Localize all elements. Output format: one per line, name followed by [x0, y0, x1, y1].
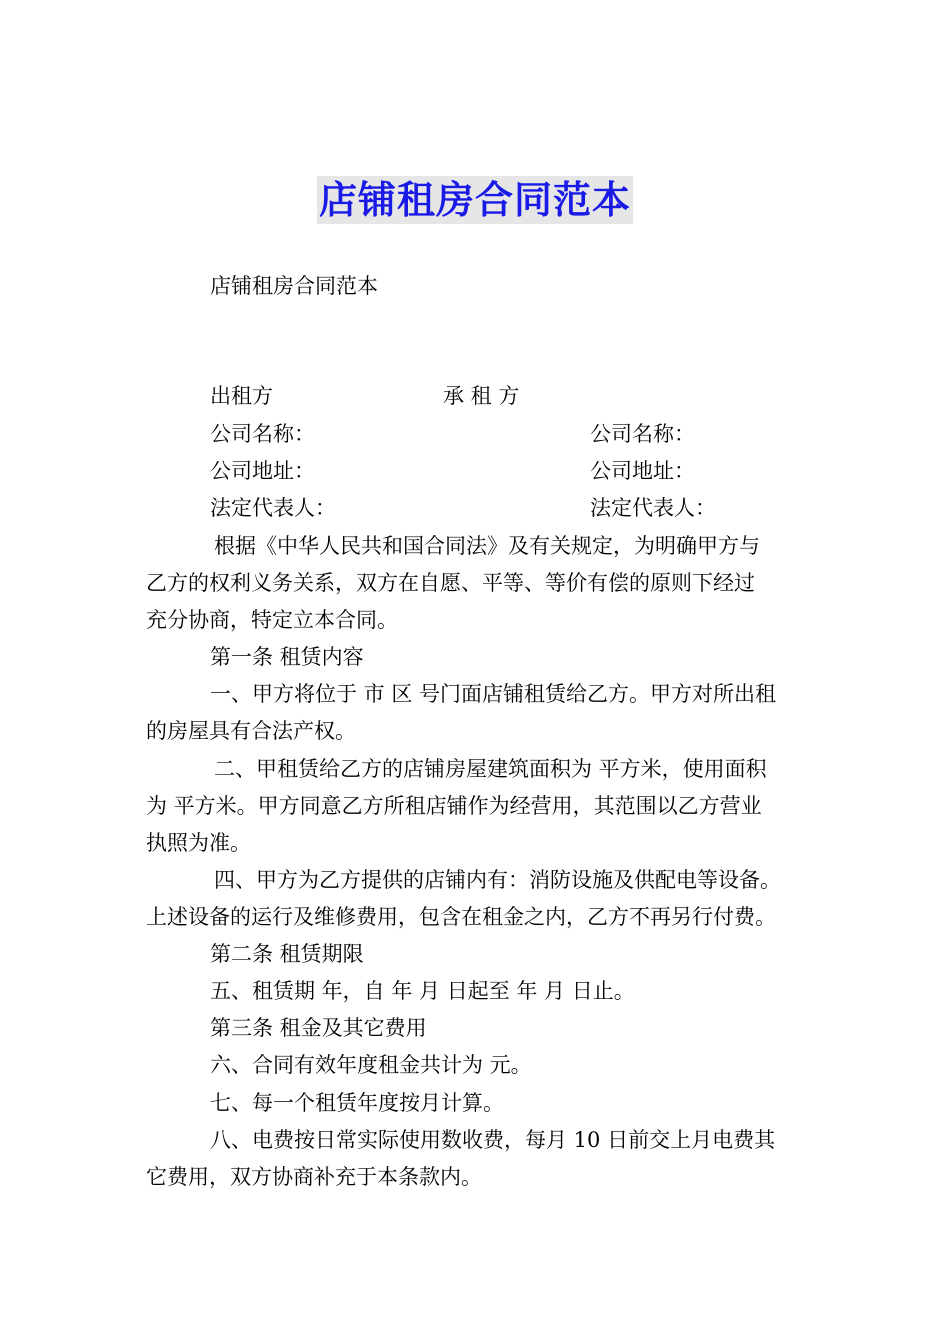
- article1-heading: 第一条 租赁内容: [210, 645, 364, 669]
- clause-line: 七、每一个租赁年度按月计算。: [210, 1091, 504, 1115]
- clause-line: 一、甲方将位于 市 区 号门面店铺租赁给乙方。甲方对所出租: [210, 682, 777, 706]
- article2-heading: 第二条 租赁期限: [210, 942, 364, 966]
- clause-line: 它费用，双方协商补充于本条款内。: [146, 1165, 482, 1189]
- preamble-line: 根据《中华人民共和国合同法》及有关规定，为明确甲方与: [214, 534, 760, 558]
- article3-heading: 第三条 租金及其它费用: [210, 1016, 427, 1040]
- clause-line: 为 平方米。甲方同意乙方所租店铺作为经营用，其范围以乙方营业: [146, 794, 762, 818]
- clause-line: 上述设备的运行及维修费用，包含在租金之内，乙方不再另行付费。: [146, 905, 776, 929]
- clause-line: 的房屋具有合法产权。: [146, 719, 356, 743]
- clause-line: 六、合同有效年度租金共计为 元。: [210, 1053, 532, 1077]
- preamble-line: 乙方的权利义务关系，双方在自愿、平等、等价有偿的原则下经过: [146, 571, 755, 595]
- lessee-legal-rep-label: 法定代表人：: [590, 496, 716, 520]
- lessee-company-address-label: 公司地址：: [590, 459, 695, 483]
- document-subtitle: 店铺租房合同范本: [210, 274, 378, 298]
- clause-line: 执照为准。: [146, 831, 251, 855]
- preamble-line: 充分协商，特定立本合同。: [146, 608, 398, 632]
- document-title: 店铺租房合同范本: [318, 178, 631, 222]
- lessor-company-name-label: 公司名称：: [210, 422, 315, 446]
- clause-line: 五、租赁期 年，自 年 月 日起至 年 月 日止。: [210, 979, 635, 1003]
- lessor-label: 出租方: [210, 384, 273, 408]
- lessee-company-name-label: 公司名称：: [590, 422, 695, 446]
- clause-line: 四、甲方为乙方提供的店铺内有：消防设施及供配电等设备。: [214, 868, 781, 892]
- clause-line: 八、电费按日常实际使用数收费，每月 10 日前交上月电费其: [210, 1128, 776, 1152]
- lessee-label: 承 租 方: [443, 384, 520, 408]
- title-container: [0, 176, 950, 224]
- lessor-company-address-label: 公司地址：: [210, 459, 315, 483]
- lessor-legal-rep-label: 法定代表人：: [210, 496, 336, 520]
- clause-line: 二、甲租赁给乙方的店铺房屋建筑面积为 平方米，使用面积: [214, 757, 767, 781]
